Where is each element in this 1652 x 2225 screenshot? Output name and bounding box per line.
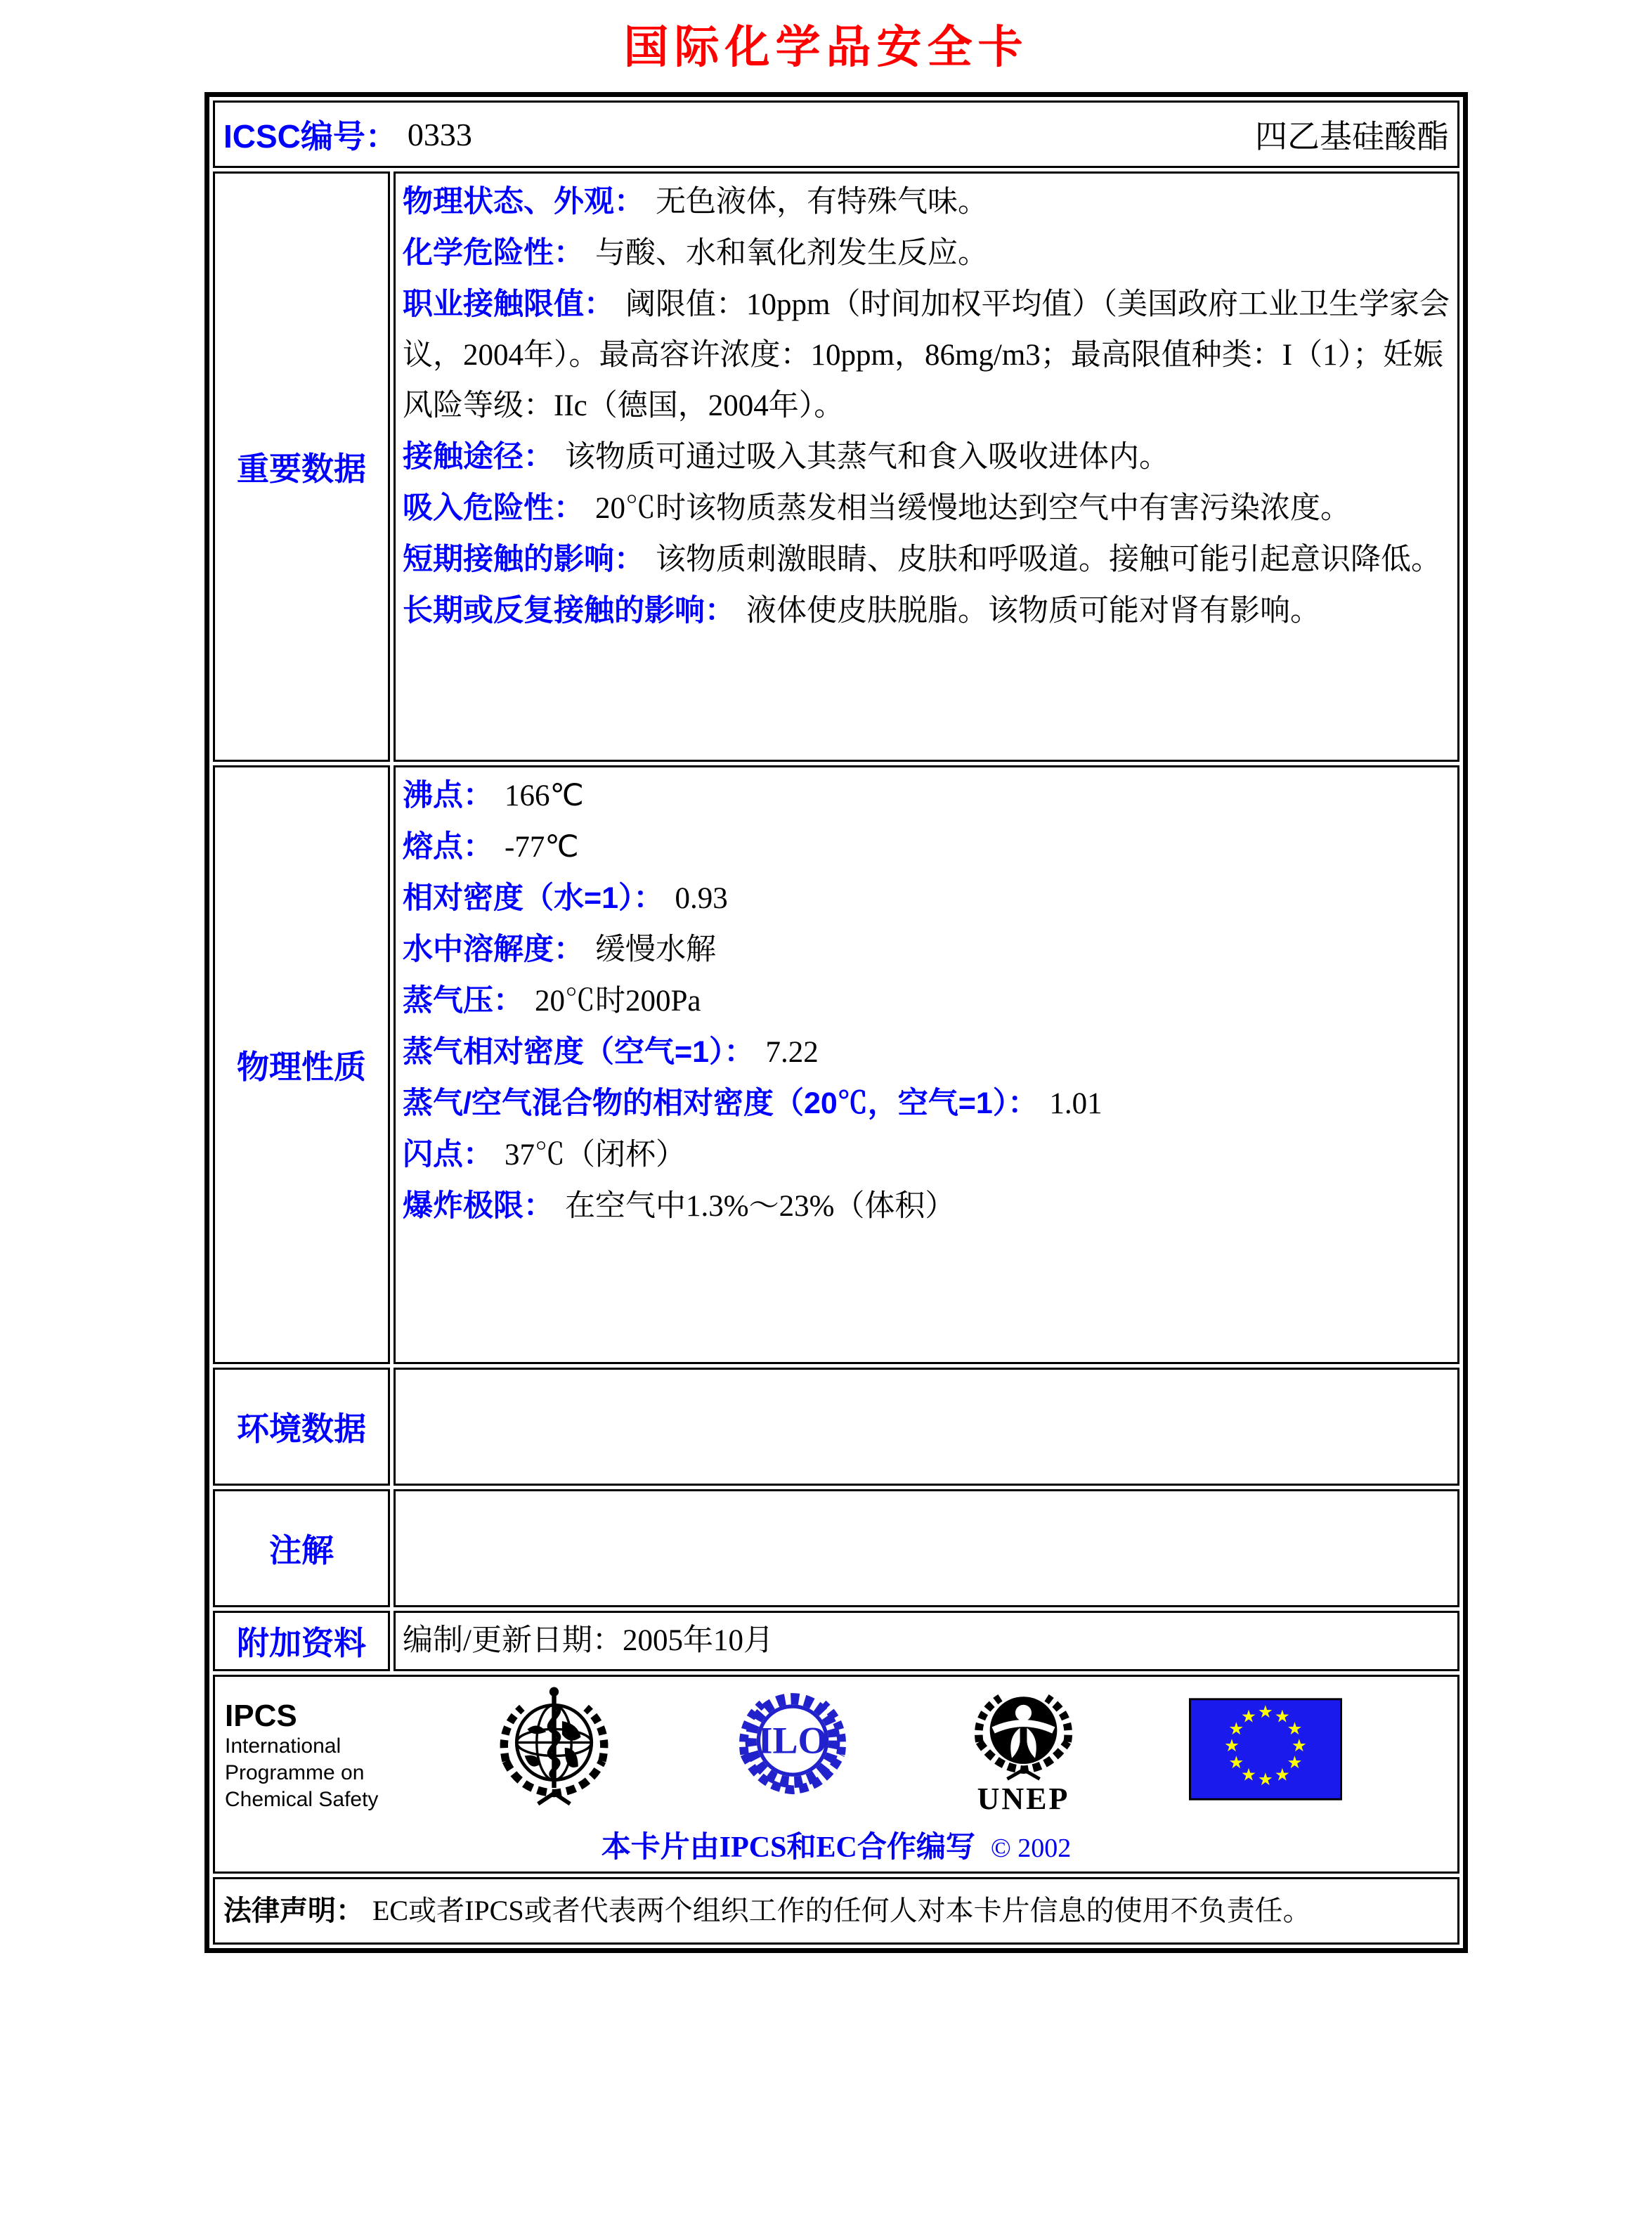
section-row-notes (213, 1489, 1459, 1607)
field-value: 20℃时该物质蒸发相当缓慢地达到空气中有害污染浓度。 (595, 492, 1351, 525)
field-label: 接触途径： (403, 440, 554, 474)
field-physical-state (403, 176, 1450, 228)
field-label: 水中溶解度： (403, 933, 584, 966)
field-water-solubility (403, 924, 1450, 975)
icsc-number-label: ICSC编号： (223, 118, 398, 155)
field-label: 熔点： (403, 830, 493, 864)
field-value: 37℃（闭杯） (505, 1139, 686, 1172)
icsc-number-value: 0333 (407, 116, 472, 153)
svg-text:★: ★ (1287, 1753, 1303, 1773)
legal-notice-label: 法律声明： (223, 1895, 364, 1926)
unep-logo-icon (965, 1681, 1081, 1817)
update-date-text: 编制/更新日期：2005年10月 (403, 1624, 774, 1657)
section-label-additional-info: 附加资料 (213, 1611, 390, 1671)
logos-row (213, 1675, 1459, 1874)
svg-text:★: ★ (1228, 1720, 1244, 1739)
copyright-text: © 2002 (990, 1834, 1072, 1863)
section-content-notes (394, 1489, 1459, 1607)
field-long-term-effects (403, 585, 1450, 637)
section-content-environmental-data (394, 1368, 1459, 1486)
section-row-important-data (213, 171, 1459, 762)
field-exposure-routes (403, 432, 1450, 483)
field-value: 该物质可通过吸入其蒸气和食入吸收进体内。 (565, 441, 1169, 474)
field-occupational-limits (403, 279, 1450, 432)
field-label: 吸入危险性： (403, 491, 584, 525)
field-value: 无色液体，有特殊气味。 (656, 186, 988, 219)
legal-row (213, 1877, 1459, 1945)
field-label: 职业接触限值： (403, 287, 614, 321)
field-value: 0.93 (675, 882, 728, 915)
field-value: 20℃时200Pa (535, 985, 701, 1018)
who-logo-icon (486, 1681, 623, 1815)
svg-text:ILO: ILO (757, 1719, 828, 1762)
icsc-card-table (204, 92, 1468, 1953)
logos-cell (213, 1675, 1459, 1874)
header-cell (213, 100, 1459, 168)
field-label: 短期接触的影响： (403, 543, 644, 576)
field-relative-density (403, 873, 1450, 924)
eu-flag-icon (1189, 1698, 1342, 1801)
field-value: 与酸、水和氧化剂发生反应。 (595, 237, 988, 270)
field-label: 化学危险性： (403, 236, 584, 270)
field-label: 闪点： (403, 1138, 493, 1172)
section-row-environmental-data (213, 1368, 1459, 1486)
ipcs-text-block (225, 1681, 418, 1813)
ilo-logo-icon (729, 1681, 856, 1808)
ipcs-line-3: Chemical Safety (225, 1788, 379, 1811)
field-value: 166℃ (505, 779, 584, 812)
svg-text:★: ★ (1257, 1770, 1274, 1790)
page-title: 国际化学品安全卡 (623, 22, 1029, 72)
field-vapor-air-density (403, 1078, 1450, 1129)
field-chemical-danger (403, 228, 1450, 279)
svg-text:★: ★ (1223, 1737, 1240, 1756)
section-label-notes: 注解 (213, 1489, 390, 1607)
field-value: 该物质刺激眼睛、皮肤和呼吸道。接触可能引起意识降低。 (656, 543, 1441, 576)
field-value: -77℃ (505, 831, 579, 864)
field-flash-point (403, 1129, 1450, 1181)
section-label-environmental-data: 环境数据 (213, 1368, 390, 1486)
chemical-name: 四乙基硅酸酯 (1255, 119, 1449, 155)
field-boiling-point (403, 770, 1450, 822)
field-value: 液体使皮肤脱脂。该物质可能对肾有影响。 (746, 595, 1320, 628)
ipcs-line-1: International (225, 1734, 342, 1758)
field-vapor-pressure (403, 975, 1450, 1027)
field-label: 沸点： (403, 779, 493, 812)
cooperation-caption-text: 本卡片由IPCS和EC合作编写 (601, 1831, 975, 1864)
section-content-additional-info (394, 1611, 1459, 1671)
svg-text:★: ★ (1274, 1707, 1291, 1727)
field-label: 物理状态、外观： (403, 185, 644, 219)
svg-text:★: ★ (1228, 1753, 1244, 1773)
svg-text:★: ★ (1291, 1737, 1308, 1756)
field-label: 相对密度（水=1）： (403, 881, 664, 915)
field-value: 1.01 (1049, 1087, 1103, 1120)
section-content-physical-properties (394, 765, 1459, 1364)
legal-notice-text: EC或者IPCS或者代表两个组织工作的任何人对本卡片信息的使用不负责任。 (372, 1895, 1311, 1926)
field-explosive-limits (403, 1181, 1450, 1232)
logos-strip (225, 1681, 1448, 1817)
section-label-physical-properties: 物理性质 (213, 765, 390, 1364)
svg-text:★: ★ (1287, 1720, 1303, 1739)
unep-wordmark: UNEP (977, 1782, 1070, 1816)
field-label: 蒸气/空气混合物的相对密度（20℃，空气=1）： (403, 1086, 1039, 1120)
svg-text:★: ★ (1240, 1765, 1257, 1785)
field-vapor-density (403, 1027, 1450, 1078)
section-row-additional-info (213, 1611, 1459, 1671)
section-label-important-data: 重要数据 (213, 171, 390, 762)
field-label: 长期或反复接触的影响： (403, 594, 735, 628)
field-label: 蒸气相对密度（空气=1）： (403, 1035, 755, 1069)
field-melting-point (403, 822, 1450, 873)
field-label: 爆炸极限： (403, 1189, 554, 1223)
legal-cell (213, 1877, 1459, 1945)
section-row-physical-properties (213, 765, 1459, 1364)
field-inhalation-risk (403, 483, 1450, 534)
field-value: 7.22 (765, 1036, 819, 1069)
header-row (213, 100, 1459, 168)
field-label: 蒸气压： (403, 984, 523, 1018)
ipcs-line-2: Programme on (225, 1761, 365, 1784)
svg-text:★: ★ (1274, 1765, 1291, 1785)
ipcs-abbr: IPCS (225, 1699, 297, 1733)
cooperation-caption (225, 1824, 1448, 1866)
field-value: 在空气中1.3%～23%（体积） (565, 1190, 956, 1223)
field-value: 缓慢水解 (595, 933, 716, 966)
svg-text:★: ★ (1257, 1703, 1274, 1723)
field-value: 阈限值：10ppm（时间加权平均值）（美国政府工业卫生学家会议，2004年）。最高容许浓度：10ppm，86mg/m3；最高限值种类：I（1）；妊娠风险等级：IIc（德国，2004年）。 (403, 288, 1450, 422)
section-content-important-data (394, 171, 1459, 762)
field-short-term-effects (403, 534, 1450, 585)
svg-text:★: ★ (1240, 1707, 1257, 1727)
